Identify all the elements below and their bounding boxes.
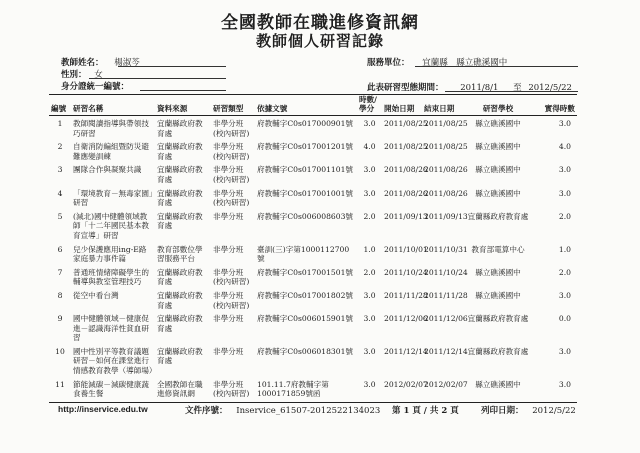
cell-earned: 0.0 bbox=[558, 314, 571, 324]
col-doc: 依據文號 bbox=[255, 95, 357, 116]
table-row bbox=[49, 377, 577, 403]
cell-hours: 1.0 bbox=[363, 244, 376, 254]
cell-hours: 3.0 bbox=[363, 165, 376, 175]
cell-idx: 10 bbox=[55, 346, 65, 356]
footer-print-label: 列印日期： bbox=[481, 406, 524, 416]
cell-hours: 3.0 bbox=[363, 188, 376, 198]
table-row bbox=[49, 288, 577, 311]
site-title: 全國教師在職進修資訊網 bbox=[221, 13, 419, 33]
cell-end: 2012/02/07 bbox=[422, 377, 462, 403]
cell-source: 宜蘭縣政府教育處 bbox=[157, 346, 203, 366]
unit-underline bbox=[415, 66, 578, 67]
cell-idx: 2 bbox=[57, 142, 63, 152]
records-table bbox=[49, 94, 577, 403]
cell-end: 2011/10/24 bbox=[424, 267, 468, 277]
table-row bbox=[49, 344, 577, 377]
cell-source: 宜蘭縣政府教育處 bbox=[157, 314, 203, 333]
cell-doc: 府教輔字C0s017001101號 bbox=[257, 165, 353, 175]
cell-course: 教師閱讀指導與帶領技巧研習 bbox=[73, 119, 149, 138]
cell-type: 非學分班 bbox=[213, 314, 244, 324]
table-row bbox=[49, 242, 577, 265]
col-start: 開始日期 bbox=[382, 95, 422, 116]
cell-end: 2011/08/25 bbox=[424, 142, 468, 152]
unit-value: 宜蘭縣 縣立礁溪國中 bbox=[422, 58, 508, 68]
cell-start: 2011/10/24 bbox=[384, 267, 428, 277]
cell-type: 非學分班(校內研習) bbox=[213, 290, 250, 310]
table-row bbox=[49, 186, 577, 209]
cell-idx: 7 bbox=[57, 267, 63, 277]
cell-earned: 3.0 bbox=[558, 290, 571, 300]
cell-earned: 3.0 bbox=[558, 165, 571, 175]
cell-doc: 府教輔字C0s006008603號 bbox=[257, 211, 353, 221]
cell-type: 非學分班(校內研習) bbox=[213, 267, 250, 287]
table-row bbox=[49, 265, 577, 288]
cell-source: 宜蘭縣政府教育處 bbox=[157, 165, 203, 184]
cell-type: 非學分班 bbox=[213, 244, 244, 254]
footer-serial bbox=[185, 404, 380, 416]
table-row bbox=[49, 139, 577, 162]
cell-end: 2011/10/31 bbox=[424, 244, 468, 254]
cell-start: 2011/12/14 bbox=[384, 346, 428, 356]
cell-doc: 府教輔字C0s017001201號 bbox=[257, 142, 353, 152]
cell-source: 宜蘭縣政府教育處 bbox=[157, 142, 203, 161]
cell-hours: 3.0 bbox=[363, 290, 376, 300]
footer-serial-label: 文件序號： bbox=[185, 406, 228, 416]
cell-course: 國中健體領域－健康促進－認識海洋性貧血研習 bbox=[73, 314, 149, 343]
cell-start: 2011/10/01 bbox=[384, 244, 428, 254]
cell-idx: 9 bbox=[57, 314, 63, 324]
cell-type: 非學分班 bbox=[213, 211, 244, 221]
cell-course: 「環境教育－無毒家園」研習 bbox=[73, 188, 153, 208]
footer-page-info: 第 1 頁 / 共 2 頁 bbox=[392, 406, 459, 416]
cell-earned: 2.0 bbox=[558, 211, 571, 221]
cell-school: 縣立礁溪國中 bbox=[475, 165, 521, 175]
cell-idx: 5 bbox=[57, 211, 63, 221]
cell-earned: 2.0 bbox=[558, 267, 571, 277]
cell-idx: 1 bbox=[57, 119, 63, 128]
cell-type: 非學分班(校內研習) bbox=[213, 188, 250, 208]
cell-source: 宜蘭縣政府教育處 bbox=[157, 119, 203, 138]
cell-earned: 3.0 bbox=[534, 377, 577, 403]
col-earned: 實得時數 bbox=[534, 95, 577, 116]
table-header bbox=[49, 95, 577, 116]
table-row bbox=[49, 311, 577, 344]
cell-start: 2012/02/07 bbox=[382, 377, 422, 403]
cell-source: 宜蘭縣政府教育處 bbox=[157, 290, 203, 310]
col-hours: 時數/學分 bbox=[357, 95, 382, 116]
cell-earned: 1.0 bbox=[558, 244, 571, 254]
cell-course: 兒少保護應用ing-E路家庭暴力事件篇 bbox=[73, 244, 147, 264]
cell-idx: 6 bbox=[57, 244, 63, 254]
gender-label: 性別： bbox=[61, 70, 87, 80]
teacher-name-value: 楊淑芩 bbox=[114, 58, 140, 68]
cell-end: 2011/12/14 bbox=[424, 346, 468, 356]
col-idx: 編號 bbox=[49, 95, 71, 116]
cell-source: 宜蘭縣政府教育處 bbox=[157, 267, 203, 287]
cell-start: 2011/08/25 bbox=[384, 119, 428, 128]
cell-school: 宜蘭縣政府教育處 bbox=[467, 211, 529, 221]
record-title: 教師個人研習記錄 bbox=[255, 32, 384, 50]
name-underline bbox=[118, 66, 226, 67]
id-underline bbox=[140, 90, 226, 91]
period-underline bbox=[445, 91, 578, 92]
cell-end: 2011/09/13 bbox=[424, 211, 468, 221]
cell-school: 縣立礁溪國中 bbox=[475, 267, 521, 277]
cell-doc: 府教輔字C0s017001001號 bbox=[257, 188, 353, 198]
cell-start: 2011/11/28 bbox=[384, 290, 428, 300]
cell-school: 宜蘭縣政府教育處 bbox=[467, 346, 529, 356]
cell-doc: 府教輔字C0s017000901號 bbox=[257, 119, 353, 128]
cell-school: 縣立礁溪國中 bbox=[462, 377, 534, 403]
footer-url[interactable]: http://inservice.edu.tw bbox=[58, 404, 148, 414]
cell-start: 2011/08/26 bbox=[384, 188, 428, 198]
cell-type: 非學分班(校內研習) bbox=[211, 377, 255, 403]
cell-earned: 3.0 bbox=[558, 119, 571, 128]
period-label: 此表研習型態期間： bbox=[367, 83, 444, 93]
cell-idx: 8 bbox=[57, 290, 63, 300]
id-label: 身分證統一編號： bbox=[61, 82, 130, 92]
cell-school: 教育部電算中心 bbox=[471, 244, 525, 254]
cell-end: 2011/08/26 bbox=[424, 165, 468, 175]
cell-type: 非學分班(校內研習) bbox=[213, 119, 250, 138]
col-type: 研習類型 bbox=[211, 95, 255, 116]
cell-earned: 4.0 bbox=[558, 142, 571, 152]
cell-earned: 3.0 bbox=[558, 188, 571, 198]
cell-type: 非學分班(校內研習) bbox=[213, 142, 250, 161]
col-end: 結束日期 bbox=[422, 95, 462, 116]
cell-doc: 府教輔字C0s017001802號 bbox=[257, 290, 353, 300]
footer-print-value: 2012/5/22 bbox=[532, 406, 576, 416]
cell-hours: 3.0 bbox=[363, 346, 376, 356]
col-school: 研習學校 bbox=[462, 95, 534, 116]
id-row bbox=[61, 80, 129, 92]
cell-hours: 3.0 bbox=[363, 314, 376, 324]
cell-school: 宜蘭縣政府教育處 bbox=[467, 314, 529, 324]
period-sep: 至 bbox=[513, 83, 522, 93]
cell-type: 非學分班 bbox=[213, 346, 244, 356]
cell-end: 2011/11/28 bbox=[424, 290, 468, 300]
gender-underline bbox=[89, 78, 226, 79]
period-from: 2011/8/1 bbox=[460, 83, 499, 93]
cell-school: 縣立礁溪國中 bbox=[475, 188, 521, 198]
cell-school: 縣立礁溪國中 bbox=[475, 119, 521, 128]
cell-hours: 2.0 bbox=[363, 267, 376, 277]
period-to: 2012/5/22 bbox=[528, 83, 572, 93]
cell-start: 2011/12/06 bbox=[384, 314, 428, 324]
table-row bbox=[49, 162, 577, 185]
gender-value: 女 bbox=[94, 70, 103, 80]
cell-course: 國中性別平等教育議題研習－如何在課堂進行情感教育教學（導師場） bbox=[73, 346, 157, 376]
cell-course: 普通班情緒障礙學生的輔導與教室管理技巧 bbox=[73, 267, 149, 287]
cell-source: 教育部數位學習服務平台 bbox=[157, 244, 203, 264]
cell-source: 宜蘭縣政府教育處 bbox=[157, 211, 203, 231]
cell-doc: 府教輔字C0s017001501號 bbox=[257, 267, 353, 277]
cell-source: 全國教師在職進修資訊網 bbox=[155, 377, 211, 403]
cell-course: (減北)國中健體領域教師「十二年國民基本教育宣導」研習 bbox=[73, 211, 149, 240]
unit-label: 服務單位： bbox=[367, 58, 410, 68]
cell-hours: 3.0 bbox=[357, 377, 382, 403]
cell-course: 從空中看台灣 bbox=[73, 290, 119, 300]
cell-school: 縣立礁溪國中 bbox=[475, 290, 521, 300]
cell-type: 非學分班(校內研習) bbox=[213, 165, 250, 184]
cell-earned: 3.0 bbox=[558, 346, 571, 356]
cell-course: 團隊合作與凝聚共識 bbox=[73, 165, 142, 175]
cell-start: 2011/08/26 bbox=[384, 165, 428, 175]
table-row bbox=[49, 209, 577, 242]
cell-start: 2011/09/13 bbox=[384, 211, 428, 221]
cell-idx: 11 bbox=[49, 377, 71, 403]
col-course: 研習名稱 bbox=[71, 95, 155, 116]
cell-start: 2011/08/25 bbox=[384, 142, 428, 152]
cell-end: 2011/12/06 bbox=[424, 314, 468, 324]
teacher-name-label: 教師姓名： bbox=[61, 58, 104, 68]
cell-course: 節能減碳－減碳健康蔬食養生餐 bbox=[71, 377, 155, 403]
cell-end: 2011/08/26 bbox=[424, 188, 468, 198]
cell-course: 自衛消防編組暨防災避難應變訓練 bbox=[73, 142, 149, 161]
cell-idx: 3 bbox=[57, 165, 63, 175]
footer-serial-value: Inservice_61507-2012522134023 bbox=[236, 406, 381, 416]
cell-hours: 2.0 bbox=[363, 211, 376, 221]
cell-idx: 4 bbox=[57, 188, 63, 198]
col-source: 資料來源 bbox=[155, 95, 211, 116]
cell-doc: 府教輔字C0s006018301號 bbox=[257, 346, 353, 356]
cell-doc: 臺訓(三)字第1000112700號 bbox=[257, 244, 350, 264]
cell-hours: 3.0 bbox=[363, 119, 376, 128]
footer-print-date bbox=[481, 404, 576, 416]
cell-school: 縣立礁溪國中 bbox=[475, 142, 521, 152]
cell-source: 宜蘭縣政府教育處 bbox=[157, 188, 203, 208]
table-row bbox=[49, 116, 577, 140]
cell-hours: 4.0 bbox=[363, 142, 376, 152]
cell-end: 2011/08/25 bbox=[424, 119, 468, 128]
cell-doc: 府教輔字C0s006015901號 bbox=[257, 314, 353, 324]
cell-doc: 101.11.7府教輔字第1000171859號函 bbox=[255, 377, 357, 403]
